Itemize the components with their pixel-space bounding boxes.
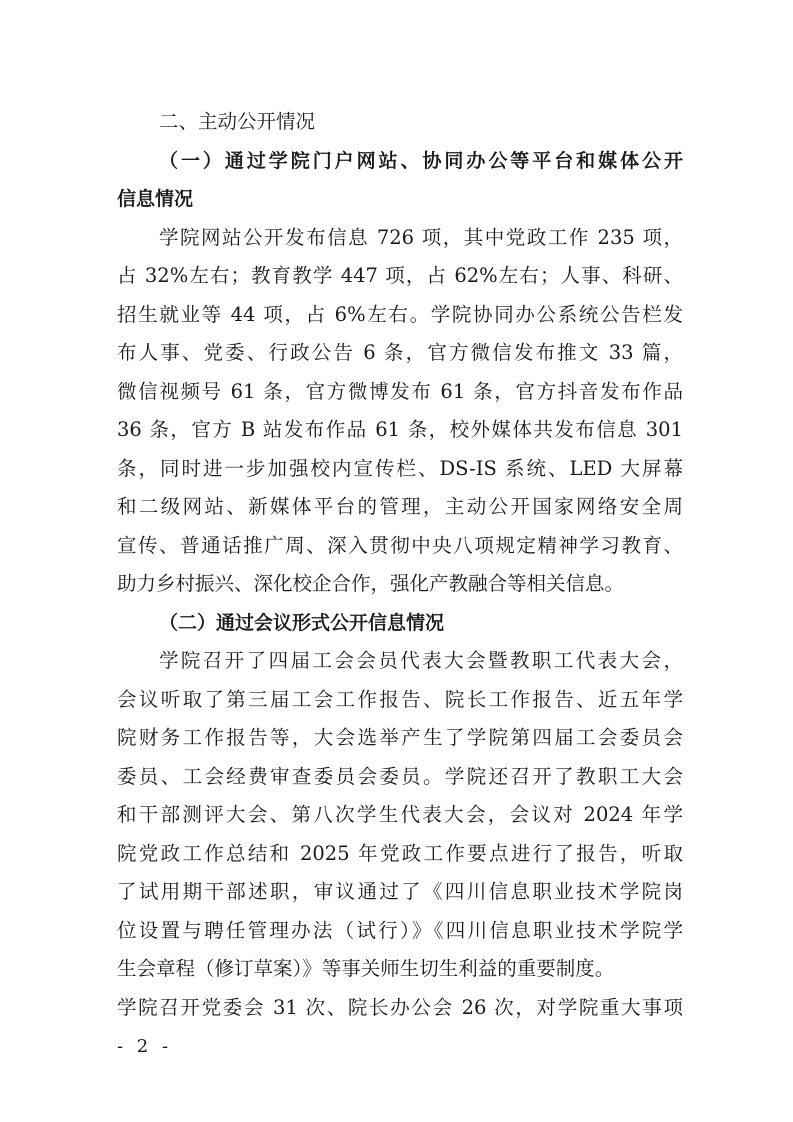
- document-body: [117, 103, 683, 1027]
- paragraph-1-line: 招生就业等 44 项，占 6%左右。学院协同办公系统公告栏发: [117, 302, 683, 326]
- section-heading: 二、主动公开情况: [159, 110, 316, 133]
- paragraph-2-line: 位设置与聘任管理办法（试行）》《四川信息职业技术学院学: [117, 918, 683, 942]
- paragraph-2-line: 院财务工作报告等，大会选举产生了学院第四届工会委员会: [117, 726, 683, 749]
- subsection-1-title-line-2: 信息情况: [117, 188, 194, 210]
- paragraph-1-line: 36 条，官方 B 站发布作品 61 条，校外媒体共发布信息 301: [117, 418, 683, 441]
- page-number: - 2 -: [117, 1036, 173, 1057]
- paragraph-1-line: 占 32%左右；教育教学 447 项，占 62%左右；人事、科研、: [117, 264, 683, 287]
- paragraph-2-line: 学院召开了四届工会会员代表大会暨教职工代表大会，: [159, 649, 683, 672]
- paragraph-1-line: 微信视频号 61 条，官方微博发布 61 条，官方抖音发布作品: [117, 379, 683, 403]
- paragraph-1-line: 助力乡村振兴、深化校企合作，强化产教融合等相关信息。: [117, 572, 625, 595]
- paragraph-1-line: 布人事、党委、行政公告 6 条，官方微信发布推文 33 篇，: [117, 341, 683, 364]
- paragraph-2-line: 学院召开党委会 31 次、院长办公会 26 次，对学院重大事项: [117, 995, 683, 1019]
- paragraph-2-line: 委员、工会经费审查委员会委员。学院还召开了教职工大会: [117, 764, 683, 788]
- paragraph-1-line: 条，同时进一步加强校内宣传栏、DS-IS 系统、LED 大屏幕: [117, 456, 683, 480]
- paragraph-1-line: 和二级网站、新媒体平台的管理，主动公开国家网络安全周: [117, 495, 683, 518]
- paragraph-2-line: 和干部测评大会、第八次学生代表大会，会议对 2024 年学: [117, 803, 683, 826]
- paragraph-2-line: 了试用期干部述职，审议通过了《四川信息职业技术学院岗: [117, 880, 683, 903]
- paragraph-2-line: 生会章程（修订草案）》等事关师生切生利益的重要制度。: [117, 957, 615, 980]
- paragraph-2-line: 院党政工作总结和 2025 年党政工作要点进行了报告，听取: [117, 841, 683, 865]
- paragraph-1-line: 学院网站公开发布信息 726 项，其中党政工作 235 项，: [159, 225, 683, 249]
- paragraph-1-line: 宣传、普通话推广周、深入贯彻中央八项规定精神学习教育、: [117, 533, 683, 557]
- paragraph-2-line: 会议听取了第三届工会工作报告、院长工作报告、近五年学: [117, 687, 683, 711]
- subsection-2-title: （二）通过会议形式公开信息情况: [159, 611, 445, 634]
- subsection-1-title-line-1: （一）通过学院门户网站、协同办公等平台和媒体公开: [159, 149, 683, 172]
